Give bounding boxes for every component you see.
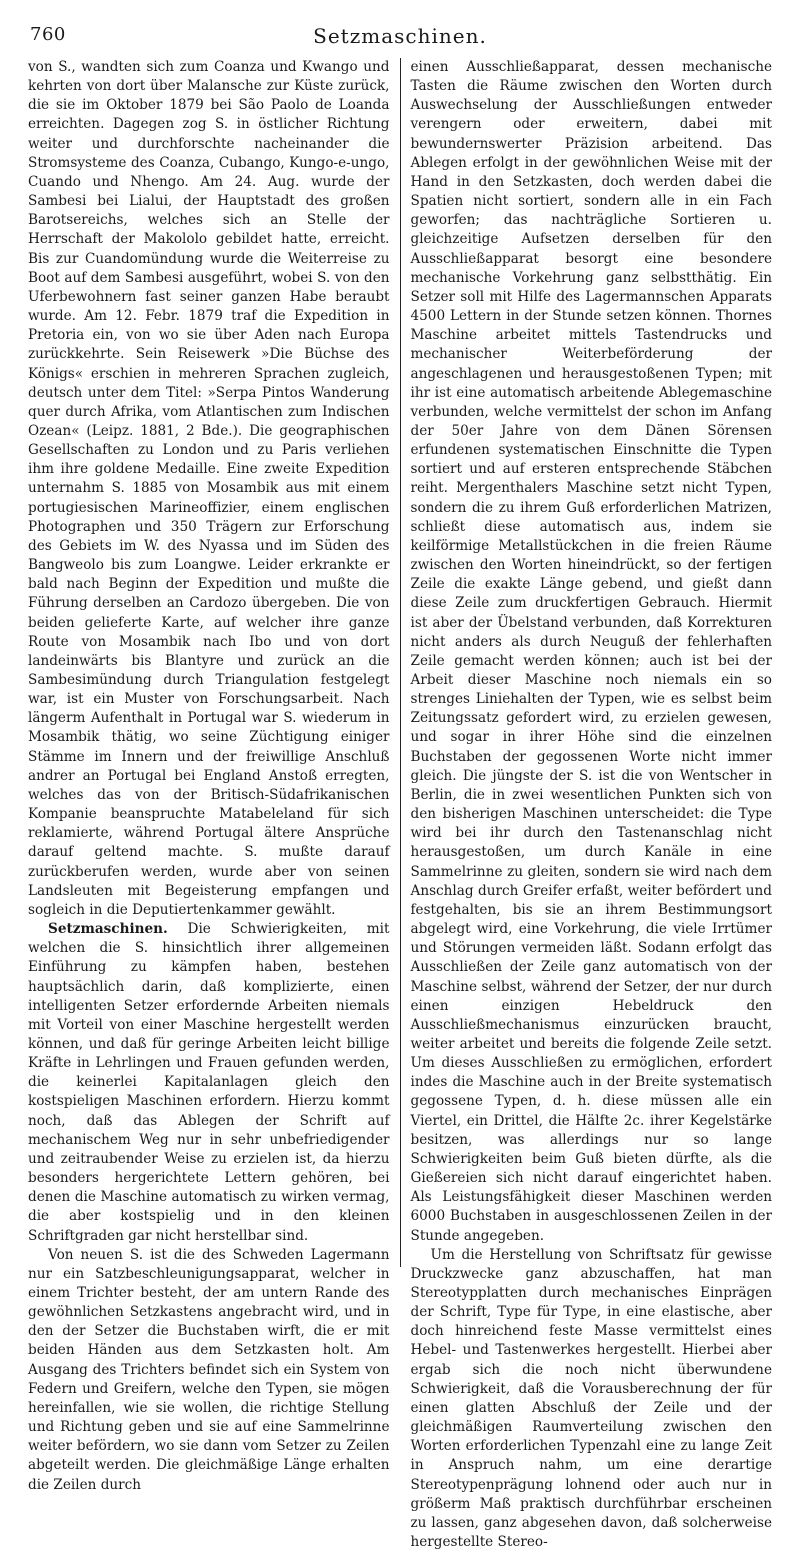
entry-text: Die Schwierigkeiten, mit welchen die S. hinsichtlich ihrer allgemeinen Einführung zu kämpfen haben, bestehen hauptsächlich darin, daß komplizierte, einen intelligenten Setzer erfordernde Arbeiten niemals mit Vorteil von einer Maschine hergestellt werden können, und daß für geringe Arbeiten leicht billige Kräfte in Lehrlingen und Frauen gefunden werden, die keinerlei Kapitalanlagen gleich den kostspieligen Maschinen erfordern. Hierzu kommt noch, daß das Ablegen der Schrift auf mechanischem Weg nur in sehr unbefriedigender und zeitraubender Weise zu erzielen ist, da hierzu besonders hergerichtete Lettern gehören, bei denen die Maschine automatisch zu wirken vermag, die aber kostspielig und in den kleinen Schriftgraden gar nicht herstellbar sind. — [28, 921, 390, 1244]
paragraph: von S., wandten sich zum Coanza und Kwango und kehrten von dort über Malansche zur Küste zurück, die sie im Oktober 1879 bei São Paolo de Loanda erreichten. Dagegen zog S. in östlicher Richtung weiter und durchforschte nacheinander die Stromsysteme des Coanza, Cubango, Kungo-e-ungo, Cuando und Nhengo. Am 24. Aug. wurde der Sambesi bei Lialui, der Hauptstadt des großen Barotsereichs, welches sich an Stelle der Herrschaft der Makololo gebildet hatte, erreicht. Bis zur Cuandomündung wurde die Weiterreise zu Boot auf dem Sambesi ausgeführt, wobei S. von den Uferbewohnern fast seiner ganzen Habe beraubt wurde. Am 12. Febr. 1879 traf die Expedition in Pretoria ein, von wo sie über Aden nach Europa zurückkehrte. Sein Reisewerk »Die Büchse des Königs« erschien in mehreren Sprachen zugleich, deutsch unter dem Titel: »Serpa Pintos Wanderung quer durch Afrika, vom Atlantischen zum Indischen Ozean« (Leipz. 1881, 2 Bde.). Die geographischen Gesellschaften zu London und zu Paris verliehen ihm ihre goldene Medaille. Eine zweite Expedition unternahm S. 1885 von Mosambik aus mit einem portugiesischen Marineoffizier, einem englischen Photographen und 350 Trägern zur Erforschung des Gebiets im W. des Nyassa und im Süden des Bangweolo bis zum Loangwe. Leider erkrankte er bald nach Beginn der Expedition und mußte die Führung derselben an Cardozo übergeben. Die von beiden gelieferte Karte, auf welcher ihre ganze Route von Mosambik nach Ibo und von dort landeinwärts bis Blantyre und zurück an die Sambesimündung durch Triangulation festgelegt war, ist ein Muster von Forschungsarbeit. Nach längerm Aufenthalt in Portugal war S. wiederum in Mosambik thätig, wo seine Züchtigung einiger Stämme im Innern und der freiwillige Anschluß andrer an Portugal bei England Anstoß erregten, welches das von der Britisch-Südafrikanischen Kompanie beanspruchte Matabeleland für sich reklamierte, während Portugal ältere Ansprüche darauf geltend machte. S. mußte darauf zurückberufen werden, wurde aber von seinen Landsleuten mit Begeisterung empfangen und sogleich in die Deputiertenkammer gewählt. — [28, 59, 390, 918]
right-column — [400, 58, 773, 1551]
page-number: 760 — [30, 24, 66, 45]
text-columns — [28, 58, 772, 1551]
entry-term: Setzmaschinen. — [48, 921, 168, 938]
page-header — [30, 24, 770, 54]
running-head: Setzmaschinen. — [313, 24, 487, 48]
paragraph: einen Ausschließapparat, dessen mechanische Tasten die Räume zwischen den Worten durch Auswechselung der Ausschließungen entweder verengern oder erweitern, dabei mit bewundernswerter Präzision arbeitend. Das Ablegen erfolgt in der gewöhnlichen Weise mit der Hand in den Setzkasten, doch werden dabei die Spatien nicht sortiert, sondern alle in ein Fach geworfen; das nachträgliche Sortieren u. gleichzeitige Aufsetzen derselben für den Ausschließapparat besorgt eine besondere mechanische Vorkehrung ganz selbstthätig. Ein Setzer soll mit Hilfe des Lagermannschen Apparats 4500 Lettern in der Stunde setzen können. Thornes Maschine arbeitet mittels Tastendrucks und mechanischer Weiterbeförderung der angeschlagenen und herausgestoßenen Typen; mit ihr ist eine automatisch arbeitende Ablegemaschine verbunden, welche vermittelst der schon im Anfang der 50er Jahre von dem Dänen Sörensen erfundenen systematischen Einschnitte die Typen sortiert und auf ersteren entsprechende Stäbchen reiht. Mergenthalers Maschine setzt nicht Typen, sondern die zu ihrem Guß erforderlichen Matrizen, schließt diese automatisch aus, indem sie keilförmige Metallstückchen in die freien Räume zwischen den Worten hineindrückt, so der fertigen Zeile die exakte Länge gebend, und gießt dann diese Zeile zum druckfertigen Gebrauch. Hiermit ist aber der Übelstand verbunden, daß Korrekturen nicht anders als durch Neuguß der fehlerhaften Zeile gemacht werden können; auch ist bei der Arbeit dieser Maschine noch niemals ein so strenges Liniehalten der Typen, wie es selbst beim Zeitungssatz gefordert wird, zu erzielen gewesen, und sogar in ihrer Höhe sind die einzelnen Buchstaben der gegossenen Worte nicht immer gleich. Die jüngste der S. ist die von Wentscher in Berlin, die in zwei wesentlichen Punkten sich von den bisherigen Maschinen unterscheidet: die Type wird bei ihr durch den Tastenanschlag nicht herausgestoßen, um durch Kanäle in eine Sammelrinne zu gleiten, sondern sie wird nach dem Anschlag durch Greifer erfaßt, weiter befördert und festgehalten, bis sie an ihrem Bestimmungsort abgelegt wird, eine Vorkehrung, die viele Irrtümer und Störungen vermeiden läßt. Sodann erfolgt das Ausschließen der Zeile ganz automatisch von der Maschine selbst, während der Setzer, der nur durch einen einzigen Hebeldruck den Ausschließmechanismus einzurücken braucht, weiter arbeitet und bereits die folgende Zeile setzt. Um dieses Ausschließen zu ermöglichen, erfordert indes die Maschine auch in der Breite systematisch gegossene Typen, d. h. diese müssen alle ein Viertel, ein Drittel, die Hälfte 2c. ihrer Kegelstärke besitzen, was allerdings nur so lange Schwierigkeiten beim Guß bieten dürfte, als die Gießereien sich nicht darauf eingerichtet haben. Als Leistungsfähigkeit dieser Maschinen werden 6000 Buchstaben in ausgeschlossenen Zeilen in der Stunde angegeben. — [410, 59, 772, 1244]
paragraph: Um die Herstellung von Schriftsatz für gewisse Druckzwecke ganz abzuschaffen, hat man Stereotypplatten durch mechanisches Einprägen der Schrift, Type für Type, in eine elastische, aber doch hinreichend feste Masse vermittelst eines Hebel- und Tastenwerkes hergestellt. Hierbei aber ergab sich die noch nicht überwundene Schwierigkeit, daß die Vorausberechnung der für einen glatten Abschluß der Zeile und der gleichmäßigen Raumverteilung zwischen den Worten erforderlichen Typenzahl eine zu lange Zeit in Anspruch nahm, um eine derartige Stereotypenprägung lohnend oder auch nur in größerm Maß praktisch durchführbar erscheinen zu lassen, ganz abgesehen davon, daß solcherweise hergestellte Stereo- — [410, 1246, 772, 1551]
left-column — [28, 58, 400, 1493]
paragraph — [28, 920, 390, 1246]
paragraph: Von neuen S. ist die des Schweden Lagermann nur ein Satzbeschleunigungsapparat, welcher in einem Trichter besteht, der am untern Rande des gewöhnlichen Setzkastens angebracht wird, und in den der Setzer die Buchstaben wirft, die er mit beiden Händen aus dem Setzkasten holt. Am Ausgang des Trichters befindet sich ein System von Federn und Greifern, welche den Typen, sie mögen hereinfallen, wie sie wollen, die richtige Stellung und Richtung geben und sie auf eine Sammelrinne weiter befördern, wo sie dann vom Setzer zu Zeilen abgeteilt werden. Die gleichmäßige Länge erhalten die Zeilen durch — [28, 1246, 390, 1493]
